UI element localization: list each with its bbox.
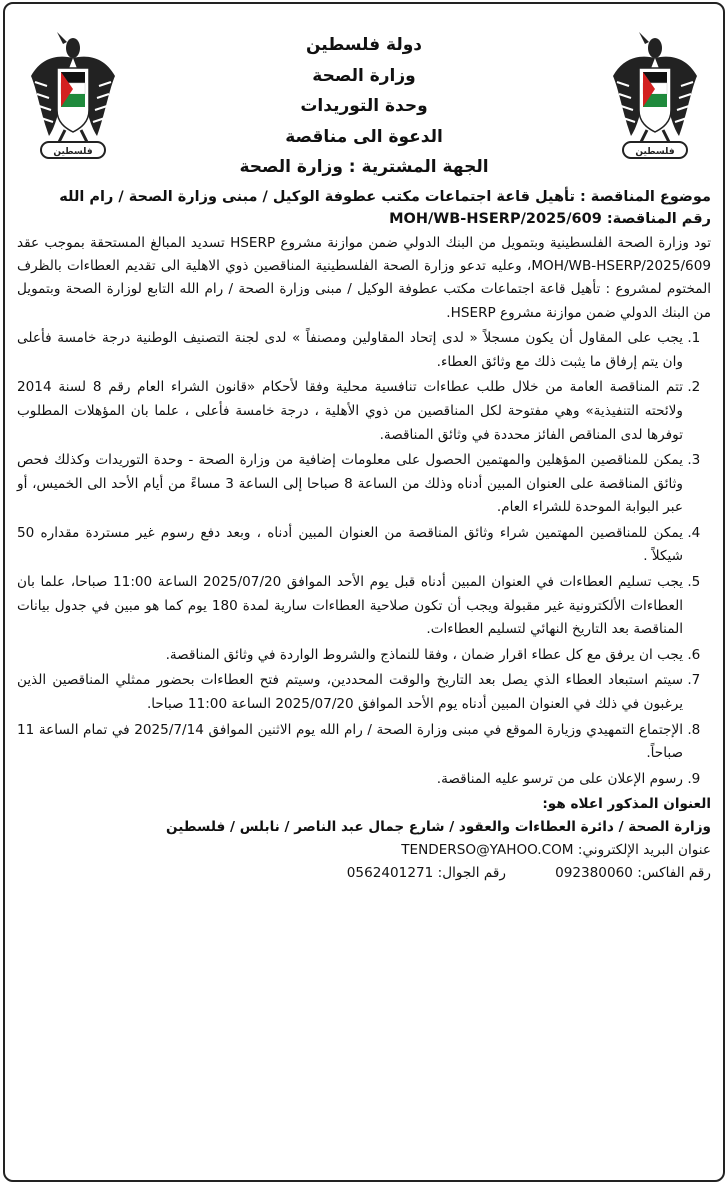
email-label: عنوان البريد الإلكتروني: — [577, 842, 711, 859]
state-name: دولة فلسطين — [305, 35, 423, 55]
purchasing-entity: الجهة المشترية : وزارة الصحة — [239, 157, 489, 177]
tender-announcement — [3, 2, 725, 1182]
emblem-scroll-text: فلسطين — [53, 147, 93, 157]
palestine-eagle-emblem-left — [27, 24, 119, 164]
document-header — [17, 30, 711, 183]
list-item: 6. يجب ان يرفق مع كل عطاء اقرار ضمان ، وفقا للنماذج والشروط الواردة في وثائق المناقصة. — [17, 644, 683, 668]
list-item: 5. يجب تسليم العطاءات في العنوان المبين أدناه قبل يوم الأحد الموافق 2025/07/20 الساعة 11:00 صباحا، علما بان العطاءات الألكترونية غير مقبولة ويجب أن تكون صلاحية العطاءات سارية لمدة 180 يوم كما هو مبين في جدول بيانات المناقصة بعد التاريخ النهائي لتسليم العطاءات. — [17, 571, 683, 642]
list-item: 7. سيتم استبعاد العطاء الذي يصل بعد التاريخ والوقت المحددين، وسيتم فتح العطاءات بحضور ممثلي المناقصين الذين يرغبون في ذلك في العنوان المبين أدناه يوم الأحد الموافق 2025/07/20 الساعة 11:00 صباحا. — [17, 669, 683, 716]
list-item: 1. يجب على المقاول أن يكون مسجلاً « لدى إتحاد المقاولين ومصنفاً » لدى لجنة التصنيف الوطنية درجة خامسة فأعلى وان يتم إرفاق ما يثبت ذلك مع وثائق العطاء. — [17, 327, 683, 374]
list-item: 4. يمكن للمناقصين المهتمين شراء وثائق المناقصة من العنوان المبين أدناه ، وبعد دفع رسوم غير مستردة مقداره 50 شيكلاً . — [17, 522, 683, 569]
list-item: 2. تتم المناقصة العامة من خلال طلب عطاءات تنافسية محلية وفقا لأحكام «قانون الشراء العام رقم 8 لسنة 2014 ولائحته التنفيذية» وهي مفتوحة لكل المناقصين من ذوي الأهلية ، درجة خامسة فأعلى ، علما بان المؤهلات المطلوب توفرها لدى المناقص الفائز محددة في وثائق المناقصة. — [17, 376, 683, 447]
fax-number: 092380060 — [555, 865, 633, 882]
palestine-eagle-emblem-right — [609, 24, 701, 164]
intro-paragraph: تود وزارة الصحة الفلسطينية وبتمويل من البنك الدولي ضمن موازنة مشروع HSERP تسديد المبالغ المستحقة بموجب عقد MOH/WB-HSERP/2025/609، وعليه تدعو وزارة الصحة الفلسطينية المناقصين ذوي الاهلية الى تقديم العطاءات بالظرف المختوم لمشروع : تأهيل قاعة اجتماعات مكتب عطوفة الوكيل / مبنى وزارة الصحة / رام الله التابع لوزارة الصحة وبتمويل من البنك الدولي ضمن موازنة مشروع HSERP. — [17, 234, 712, 321]
eagle-icon — [609, 24, 701, 164]
list-item: 3. يمكن للمناقصين المؤهلين والمهتمين الحصول على معلومات إضافية من وزارة الصحة - وحدة التوريدات وكذلك فحص وثائق المناقصة على العنوان المبين أدناه وذلك من الساعة 8 صباحا إلى الساعة 3 مساءً من أيام الأحد الى الخميس، أو عبر البوابة الموحدة للشراء العام. — [17, 449, 683, 520]
address-label: العنوان المذكور اعلاه هو: — [542, 796, 711, 813]
email-address: TENDERSO@YAHOO.COM — [401, 842, 574, 859]
mobile-group — [347, 862, 506, 885]
address: وزارة الصحة / دائرة العطاءات والعقود / شارع جمال عبد الناصر / نابلس / فلسطين — [165, 819, 711, 836]
email-line — [17, 839, 711, 862]
eagle-icon — [27, 24, 119, 164]
phone-line — [17, 862, 711, 885]
list-item: 9. رسوم الإعلان على من ترسو عليه المناقصة. — [17, 768, 683, 792]
tender-number: رقم المناقصة: MOH/WB-HSERP/2025/609 — [389, 210, 711, 227]
document-title: الدعوة الى مناقصة — [285, 126, 443, 147]
mobile-label: رقم الجوال: — [437, 865, 506, 882]
tender-subject: موضوع المناقصة : تأهيل قاعة اجتماعات مكتب عطوفة الوكيل / مبنى وزارة الصحة / رام الله — [59, 188, 711, 205]
list-item: 8. الإجتماع التمهيدي وزيارة الموقع في مبنى وزارة الصحة / رام الله يوم الاثنين الموافق 2025/7/14 في تمام الساعة 11 صباحاً. — [17, 719, 683, 766]
emblem-scroll-text: فلسطين — [635, 147, 675, 157]
ministry-name: وزارة الصحة — [312, 65, 416, 86]
fax-group — [506, 862, 711, 885]
fax-label: رقم الفاكس: — [637, 865, 711, 882]
unit-name: وحدة التوريدات — [300, 96, 428, 116]
mobile-number: 0562401271 — [346, 865, 434, 882]
conditions-list — [17, 327, 711, 791]
